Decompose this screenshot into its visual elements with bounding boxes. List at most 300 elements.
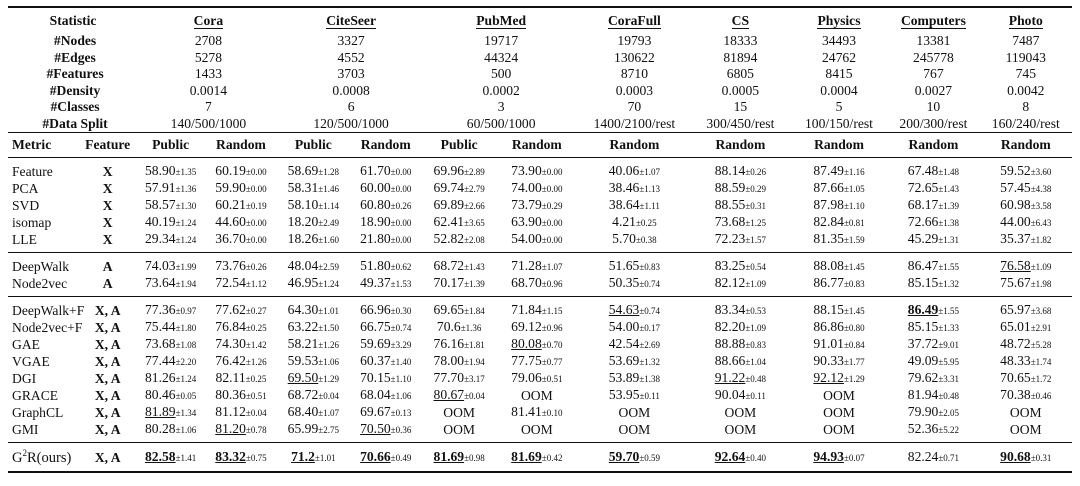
score-value: 42.54 [608, 336, 640, 351]
metric-header: Metric [12, 137, 52, 152]
method-row [8, 275, 1072, 297]
score-cell [138, 370, 203, 387]
score-cell [887, 353, 979, 370]
score-value: 70.6 [436, 319, 461, 334]
score-value: 88.14 [714, 163, 746, 178]
method-name: SVD [12, 197, 40, 213]
score-cell [980, 253, 1072, 276]
method-name: DeepWalk [12, 258, 70, 274]
score-cell [138, 421, 203, 443]
score-cell [579, 353, 690, 370]
score-cell [579, 180, 690, 197]
score-cell [424, 443, 495, 473]
score-std: ±1.60 [318, 235, 339, 245]
score-value: 71.84 [511, 302, 542, 317]
score-cell [348, 336, 424, 353]
stat-value: 18333 [723, 33, 758, 49]
stat-value: 1400/2100/rest [593, 115, 676, 131]
score-value: 53.69 [608, 353, 640, 368]
score-cell [690, 214, 791, 231]
score-std: ±1.36 [175, 184, 197, 194]
score-value: 73.68 [714, 214, 746, 229]
stat-value: 119043 [1005, 49, 1046, 65]
score-cell [980, 231, 1072, 253]
method-name: VGAE [12, 353, 50, 369]
score-cell [690, 275, 791, 297]
method-name: Node2vec [12, 275, 68, 291]
score-value: 51.80 [360, 258, 391, 273]
score-cell [424, 158, 495, 181]
score-value: 86.49 [907, 302, 939, 317]
score-value: 87.49 [813, 163, 844, 178]
method-feature: X, A [94, 319, 121, 335]
score-cell [279, 180, 348, 197]
score-std: ±0.53 [745, 306, 767, 316]
score-std: ±3.58 [1030, 201, 1052, 211]
stat-label: #Data Split [42, 115, 108, 131]
ours-row [8, 443, 1072, 473]
stat-value: 8 [1022, 99, 1030, 115]
score-std: ±1.24 [175, 235, 197, 245]
stat-value: 3327 [337, 33, 365, 49]
score-cell [791, 231, 888, 253]
score-std: ±1.38 [639, 374, 661, 384]
score-cell [579, 214, 690, 231]
score-cell [690, 370, 791, 387]
score-std: ±0.30 [390, 306, 412, 316]
score-std: ±1.11 [639, 201, 660, 211]
score-std: ±1.38 [938, 218, 960, 228]
stat-value: 1433 [194, 66, 222, 82]
score-cell [138, 231, 203, 253]
score-std: ±6.43 [1030, 218, 1052, 228]
score-std: ±1.57 [745, 235, 767, 245]
score-value: 88.66 [714, 353, 746, 368]
score-value: 90.33 [813, 353, 844, 368]
score-value: 76.42 [215, 353, 246, 368]
method-row [8, 387, 1072, 404]
score-std: ±1.16 [843, 167, 865, 177]
score-value: 79.90 [907, 404, 939, 419]
score-cell [791, 180, 888, 197]
score-std: ±1.07 [639, 167, 661, 177]
score-std: ±9.01 [938, 340, 960, 350]
score-value: 86.86 [813, 319, 844, 334]
score-cell [887, 214, 979, 231]
stat-value: 200/300/rest [899, 115, 968, 131]
method-name: isomap [12, 214, 52, 230]
score-std: ±1.48 [938, 167, 960, 177]
score-cell [279, 158, 348, 181]
dataset-header: PubMed [476, 12, 527, 28]
stat-value: 8415 [825, 66, 853, 82]
split-header: Public [440, 137, 478, 152]
score-cell [424, 214, 495, 231]
score-std: ±1.14 [318, 201, 339, 211]
score-value: 81.94 [907, 387, 939, 402]
score-cell [495, 275, 579, 297]
score-value: OOM [1009, 404, 1042, 420]
score-std: ±1.31 [938, 235, 960, 245]
method-feature: X [102, 231, 113, 247]
score-value: 35.37 [1000, 231, 1031, 246]
score-cell [791, 336, 888, 353]
score-value: 81.26 [144, 370, 176, 385]
score-std: ±0.04 [318, 391, 339, 401]
score-cell [980, 180, 1072, 197]
score-value: 52.82 [433, 231, 465, 246]
score-std: ±0.11 [745, 391, 766, 401]
score-cell [424, 336, 495, 353]
score-value: 69.89 [433, 197, 465, 212]
score-value: 80.08 [511, 336, 542, 351]
stat-label: #Density [49, 82, 101, 98]
score-value: 81.69 [433, 449, 465, 464]
score-std: ±1.41 [175, 453, 197, 463]
score-value: 81.35 [813, 231, 844, 246]
score-cell [579, 319, 690, 336]
score-value: 75.44 [144, 319, 176, 334]
score-cell [348, 443, 424, 473]
stat-value: 5278 [194, 49, 222, 65]
score-std: ±1.80 [175, 323, 197, 333]
stat-value: 81894 [723, 49, 758, 65]
score-value: 4.21 [612, 214, 636, 229]
score-value: 58.69 [287, 163, 319, 178]
score-cell [424, 253, 495, 276]
score-std: ±1.06 [318, 357, 339, 367]
method-name: DeepWalk+F [12, 302, 85, 318]
method-feature: X, A [94, 336, 121, 352]
score-cell [980, 197, 1072, 214]
score-cell [138, 336, 203, 353]
score-value: OOM [618, 404, 651, 420]
score-cell [579, 443, 690, 473]
stat-value: 3703 [337, 66, 365, 82]
score-cell [690, 158, 791, 181]
score-cell [579, 370, 690, 387]
score-value: 80.46 [144, 387, 176, 402]
score-value: 76.84 [215, 319, 246, 334]
score-std: ±1.59 [843, 235, 865, 245]
score-value: 59.90 [215, 180, 246, 195]
split-header: Random [715, 137, 766, 152]
score-value: 60.19 [215, 163, 246, 178]
stat-row [8, 99, 1072, 116]
score-std: ±0.00 [245, 218, 267, 228]
score-std: ±0.25 [245, 323, 267, 333]
score-cell [887, 180, 979, 197]
score-cell [887, 387, 979, 404]
score-value: OOM [520, 387, 553, 403]
score-std: ±1.29 [318, 374, 339, 384]
score-std: ±0.51 [541, 374, 563, 384]
score-value: OOM [724, 404, 757, 420]
method-name: GraphCL [12, 404, 64, 420]
score-cell [348, 180, 424, 197]
score-std: ±0.48 [745, 374, 767, 384]
score-cell [690, 336, 791, 353]
metric-header-body [8, 133, 1072, 158]
score-cell [579, 275, 690, 297]
score-value: 54.63 [608, 302, 640, 317]
score-value: 74.00 [511, 180, 542, 195]
score-std: ±0.05 [175, 391, 197, 401]
score-value: OOM [618, 421, 651, 437]
score-value: 82.20 [714, 319, 746, 334]
score-cell [279, 275, 348, 297]
score-value: 63.90 [511, 214, 542, 229]
score-cell [579, 158, 690, 181]
score-cell [887, 197, 979, 214]
stat-value: 0.0042 [1007, 82, 1045, 98]
score-std: ±2.49 [318, 218, 339, 228]
method-row [8, 180, 1072, 197]
score-value: 48.33 [1000, 353, 1031, 368]
score-cell [495, 387, 579, 404]
score-std: ±0.46 [1030, 391, 1052, 401]
score-std: ±1.42 [245, 340, 267, 350]
stat-value: 160/240/rest [991, 115, 1060, 131]
score-value: 73.90 [511, 163, 542, 178]
score-value: 92.64 [714, 449, 746, 464]
score-std: ±1.13 [639, 184, 661, 194]
score-cell [138, 197, 203, 214]
stat-value: 0.0027 [914, 82, 953, 98]
score-cell [495, 197, 579, 214]
score-cell [424, 370, 495, 387]
score-cell [279, 231, 348, 253]
dataset-header: Computers [900, 12, 966, 28]
score-cell [279, 297, 348, 320]
score-value: 88.88 [714, 336, 746, 351]
score-std: ±1.55 [938, 262, 960, 272]
score-std: ±1.04 [745, 357, 767, 367]
score-value: 36.70 [215, 231, 246, 246]
score-value: 66.75 [360, 319, 391, 334]
score-value: 18.20 [287, 214, 319, 229]
score-value: OOM [823, 421, 855, 437]
stat-value: 44324 [484, 49, 519, 65]
score-value: 71.2 [291, 449, 315, 464]
score-value: 72.23 [714, 231, 746, 246]
method-name: GRACE [12, 387, 59, 403]
method-row [8, 421, 1072, 443]
score-std: ±0.00 [390, 167, 412, 177]
score-cell [203, 443, 279, 473]
score-std: ±0.00 [390, 218, 412, 228]
score-value: 77.36 [144, 302, 176, 317]
score-std: ±3.68 [1030, 306, 1052, 316]
score-value: OOM [443, 421, 476, 437]
score-std: ±1.06 [175, 425, 197, 435]
score-cell [424, 297, 495, 320]
score-std: ±1.50 [318, 323, 339, 333]
score-std: ±0.38 [635, 235, 657, 245]
score-value: 77.70 [433, 370, 465, 385]
score-cell [690, 197, 791, 214]
method-name: GAE [12, 336, 40, 352]
score-std: ±1.06 [390, 391, 412, 401]
score-value: 85.15 [907, 319, 939, 334]
score-cell [348, 387, 424, 404]
score-std: ±4.38 [1030, 184, 1052, 194]
split-header: Random [1000, 137, 1051, 152]
score-std: ±0.29 [745, 184, 767, 194]
score-cell [203, 253, 279, 276]
score-std: ±1.29 [843, 374, 865, 384]
stat-row [8, 116, 1072, 133]
stat-value: 0.0003 [615, 82, 654, 98]
score-value: 81.12 [215, 404, 246, 419]
score-cell [348, 297, 424, 320]
dataset-header: Physics [817, 12, 861, 28]
score-std: ±0.19 [245, 201, 267, 211]
score-std: ±1.09 [745, 279, 767, 289]
score-cell [138, 353, 203, 370]
score-value: 69.65 [433, 302, 465, 317]
score-value: 83.34 [714, 302, 746, 317]
score-cell [791, 443, 888, 473]
score-std: ±1.12 [245, 279, 267, 289]
score-cell [495, 319, 579, 336]
score-value: 87.98 [813, 197, 844, 212]
score-cell [348, 353, 424, 370]
score-std: ±0.25 [635, 218, 657, 228]
score-cell [495, 336, 579, 353]
score-cell [279, 197, 348, 214]
score-std: ±1.10 [390, 374, 412, 384]
score-std: ±1.36 [460, 323, 482, 333]
score-std: ±5.22 [938, 425, 960, 435]
score-cell [791, 387, 888, 404]
method-name: GMI [12, 421, 39, 437]
score-cell [690, 443, 791, 473]
score-value: 75.67 [1000, 275, 1031, 290]
score-std: ±0.97 [175, 306, 197, 316]
method-feature: X, A [94, 421, 121, 437]
stat-value: 0.0005 [721, 82, 760, 98]
score-cell [279, 443, 348, 473]
method-name: Feature [12, 163, 53, 179]
score-cell [980, 421, 1072, 443]
score-std: ±0.75 [245, 453, 267, 463]
score-cell [138, 214, 203, 231]
score-value: 52.36 [907, 421, 939, 436]
score-value: 44.60 [215, 214, 246, 229]
score-cell [495, 214, 579, 231]
score-std: ±0.00 [390, 184, 412, 194]
score-cell [690, 180, 791, 197]
score-std: ±0.26 [745, 167, 767, 177]
ours-name-rest: R(ours) [26, 449, 72, 466]
score-std: ±1.07 [541, 262, 563, 272]
method-name: PCA [12, 180, 39, 196]
score-value: 69.12 [511, 319, 542, 334]
score-cell [348, 404, 424, 421]
method-row [8, 353, 1072, 370]
score-std: ±0.25 [245, 374, 267, 384]
score-std: ±1.74 [1030, 357, 1052, 367]
score-value: 90.04 [714, 387, 746, 402]
score-cell [980, 370, 1072, 387]
score-cell [348, 158, 424, 181]
stat-value: 3 [497, 99, 505, 115]
score-std: ±3.31 [938, 374, 960, 384]
score-std: ±1.30 [175, 201, 197, 211]
score-std: ±1.40 [390, 357, 412, 367]
score-value: 46.95 [287, 275, 319, 290]
score-value: OOM [823, 387, 855, 403]
score-std: ±0.83 [745, 340, 767, 350]
score-value: 69.67 [360, 404, 391, 419]
score-std: ±1.72 [1030, 374, 1052, 384]
statistic-header: Statistic [49, 12, 97, 28]
score-value: 74.30 [215, 336, 246, 351]
score-cell [887, 231, 979, 253]
score-cell [203, 275, 279, 297]
stat-value: 300/450/rest [706, 115, 775, 131]
split-header: Random [216, 137, 266, 152]
score-cell [495, 180, 579, 197]
stat-value: 60/500/1000 [466, 115, 536, 131]
score-value: OOM [443, 404, 476, 420]
stat-value: 0.0002 [482, 82, 520, 98]
score-cell [348, 370, 424, 387]
stat-value: 0.0004 [820, 82, 858, 98]
score-value: 83.25 [714, 258, 746, 273]
score-value: 77.75 [511, 353, 542, 368]
stat-value: 245778 [913, 49, 954, 65]
method-feature: X, A [94, 404, 121, 420]
score-cell [690, 297, 791, 320]
method-feature: X, A [94, 370, 121, 386]
score-std: ±2.79 [464, 184, 485, 194]
score-std: ±2.59 [318, 262, 339, 272]
score-cell [690, 353, 791, 370]
score-cell [791, 421, 888, 443]
score-cell [791, 319, 888, 336]
score-cell [791, 253, 888, 276]
score-cell [690, 231, 791, 253]
method-feature: X, A [94, 302, 121, 318]
ours-name-sup: 2 [22, 447, 27, 458]
score-value: 58.90 [144, 163, 176, 178]
score-cell [791, 214, 888, 231]
score-std: ±0.42 [541, 453, 563, 463]
stat-value: 6805 [726, 66, 754, 82]
method-row [8, 404, 1072, 421]
score-value: 59.70 [608, 449, 640, 464]
score-value: 49.37 [360, 275, 391, 290]
score-std: ±2.08 [464, 235, 485, 245]
score-value: 60.98 [1000, 197, 1031, 212]
score-cell [203, 421, 279, 443]
score-cell [203, 370, 279, 387]
method-feature: X [102, 180, 113, 196]
score-value: OOM [1009, 421, 1042, 437]
score-value: 82.11 [215, 370, 246, 385]
score-value: 83.32 [215, 449, 246, 464]
score-value: OOM [823, 404, 855, 420]
score-std: ±0.00 [245, 184, 267, 194]
score-std: ±0.59 [639, 453, 661, 463]
method-row [8, 158, 1072, 181]
score-cell [203, 180, 279, 197]
score-value: 77.62 [215, 302, 246, 317]
score-std: ±5.28 [1030, 340, 1052, 350]
stat-value: 120/500/1000 [313, 115, 389, 131]
